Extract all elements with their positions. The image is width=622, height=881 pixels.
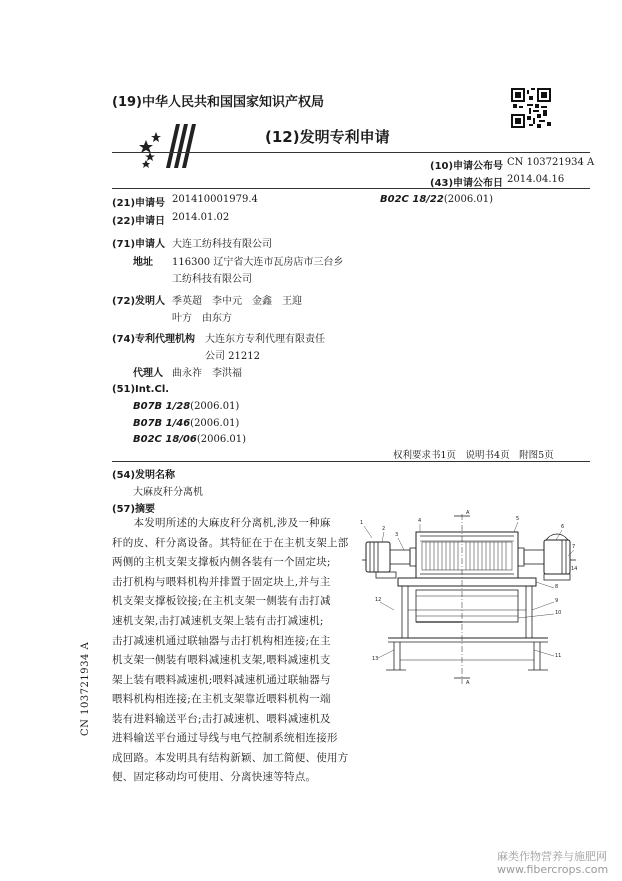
abstract-line: 机支架支撑板铰接;在主机支架一侧装有击打减 bbox=[112, 595, 331, 607]
int-cl-2: B07B 1/46(2006.01) bbox=[133, 418, 240, 429]
application-number: 201410001979.4 bbox=[172, 194, 258, 205]
invention-title: 大麻皮秆分离机 bbox=[133, 487, 203, 498]
agent: 曲永祚 李洪福 bbox=[172, 368, 242, 379]
side-publication-number: CN 103721934 A bbox=[80, 641, 91, 736]
publication-number-label: (10)申请公布号 bbox=[430, 161, 504, 172]
publication-date: 2014.04.16 bbox=[507, 174, 565, 185]
drawing-label: 6 bbox=[561, 524, 565, 530]
abstract-line: 装有进料输送平台;击打减速机、喂料减速机及 bbox=[112, 713, 331, 725]
header-rule-2 bbox=[112, 188, 590, 189]
abstract-line: 喂料机构相连接;在主机支架靠近喂料机构一端 bbox=[112, 693, 331, 705]
drawing-label: 9 bbox=[555, 598, 559, 604]
application-number-label: (21)申请号 bbox=[112, 198, 166, 209]
publication-date-label: (43)申请公布日 bbox=[430, 178, 504, 189]
title-label: (54)发明名称 bbox=[112, 470, 176, 481]
inventors-line-2: 叶方 由东方 bbox=[172, 313, 232, 324]
header-rule bbox=[112, 152, 590, 153]
abstract-line: 速机支架,击打减速机支架上装有击打减速机; bbox=[112, 615, 324, 627]
int-cl-3: B02C 18/06(2006.01) bbox=[133, 434, 246, 445]
abstract-line: 击打机构与喂料机构并排置于固定块上,并与主 bbox=[112, 576, 331, 588]
int-cl-label: (51)Int.Cl. bbox=[112, 384, 170, 395]
drawing-label: 10 bbox=[555, 610, 562, 616]
drawing-label: 12 bbox=[375, 597, 382, 603]
machine-drawing bbox=[358, 510, 580, 688]
application-date-label: (22)申请日 bbox=[112, 216, 166, 227]
address-line-2: 工纺科技有限公司 bbox=[172, 274, 252, 285]
page-counts: 权利要求书1页 说明书4页 附图5页 bbox=[393, 450, 554, 461]
address-label: 地址 bbox=[133, 257, 153, 268]
document-type: (12)发明专利申请 bbox=[265, 128, 390, 146]
drawing-label: 11 bbox=[555, 653, 562, 659]
ipc-main: B02C 18/22(2006.01) bbox=[380, 194, 493, 205]
agency-line-2: 公司 21212 bbox=[205, 351, 260, 362]
drawing-labels bbox=[358, 510, 580, 688]
watermark-title: 麻类作物营养与施肥网 bbox=[497, 850, 607, 863]
watermark-url: www.fibercrops.com bbox=[497, 863, 609, 876]
applicant-label: (71)申请人 bbox=[112, 239, 166, 250]
inventors-label: (72)发明人 bbox=[112, 296, 166, 307]
agency-line-1: 大连东方专利代理有限责任 bbox=[205, 334, 325, 345]
abstract-line: 机支架一侧装有喂料减速机支架,喂料减速机支 bbox=[112, 654, 331, 666]
patent-office-emblem bbox=[136, 120, 202, 172]
abstract-line: 秆的皮、秆分离设备。其特征在于在主机支架上部 bbox=[112, 537, 349, 549]
abstract-label: (57)摘要 bbox=[112, 504, 156, 515]
drawing-label: 1 bbox=[360, 520, 364, 526]
applicant: 大连工纺科技有限公司 bbox=[172, 239, 272, 250]
abstract-line: 进料输送平台通过导线与电气控制系统相连接形 bbox=[112, 732, 338, 744]
qr-code bbox=[511, 88, 551, 128]
agency-label: (74)专利代理机构 bbox=[112, 334, 196, 345]
drawing-label: 5 bbox=[516, 516, 520, 522]
biblio-rule bbox=[112, 461, 590, 462]
agent-label: 代理人 bbox=[133, 368, 163, 379]
drawing-label: 7 bbox=[572, 544, 576, 550]
abstract-line: 本发明所述的大麻皮秆分离机,涉及一种麻 bbox=[112, 517, 331, 529]
drawing-label: 14 bbox=[571, 566, 578, 572]
inventors-line-1: 季英超 李中元 金鑫 王迎 bbox=[172, 296, 302, 307]
abstract-line: 两侧的主机支架支撑板内侧各装有一个固定块; bbox=[112, 556, 331, 568]
drawing-label: 2 bbox=[382, 526, 386, 532]
publication-number: CN 103721934 A bbox=[507, 157, 595, 168]
drawing-label: 8 bbox=[555, 584, 559, 590]
abstract-line: 架上装有喂料减速机;喂料减速机通过联轴器与 bbox=[112, 674, 331, 686]
abstract-line: 击打减速机通过联轴器与击打机构相连接;在主 bbox=[112, 635, 331, 647]
drawing-label: 4 bbox=[418, 518, 422, 524]
application-date: 2014.01.02 bbox=[172, 212, 230, 223]
office-name: (19)中华人民共和国国家知识产权局 bbox=[112, 95, 324, 110]
drawing-label: A bbox=[466, 680, 470, 686]
drawing-label: 13 bbox=[372, 656, 379, 662]
drawing-label: A bbox=[466, 510, 470, 516]
address-line-1: 116300 辽宁省大连市瓦房店市三台乡 bbox=[172, 257, 344, 268]
abstract-line: 便、固定移动均可使用、分离快速等特点。 bbox=[112, 771, 317, 783]
int-cl-1: B07B 1/28(2006.01) bbox=[133, 401, 240, 412]
abstract-line: 成回路。本发明具有结构新颖、加工简便、使用方 bbox=[112, 752, 349, 764]
drawing-label: 3 bbox=[395, 532, 399, 538]
